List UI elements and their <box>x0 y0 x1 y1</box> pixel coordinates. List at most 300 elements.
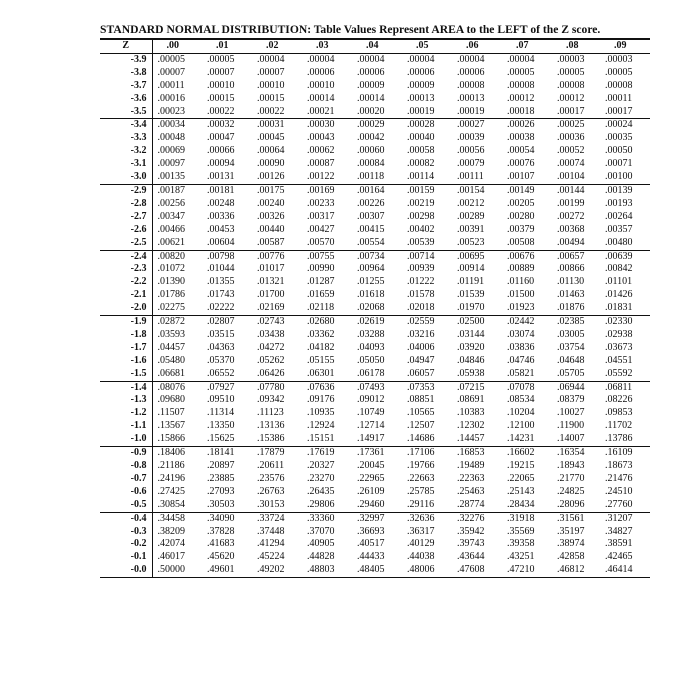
area-value-cell: .05821 <box>502 368 552 381</box>
area-value-cell: .00071 <box>605 158 633 170</box>
z-score-cell: -2.7 <box>100 211 152 224</box>
z-score-cell: -3.2 <box>100 145 152 158</box>
area-value-cell: .00004 <box>357 53 385 65</box>
area-value-cell: .27093 <box>207 485 235 497</box>
area-value-cell: .41683 <box>207 538 235 550</box>
area-value-cell: .00079 <box>457 158 485 170</box>
area-value-cell: .00657 <box>557 250 585 262</box>
area-value-cell: .00776 <box>257 250 285 262</box>
column-header: .09 <box>600 39 650 53</box>
area-value-cell: .22363 <box>457 472 485 484</box>
area-value-cell: .45620 <box>207 551 235 563</box>
z-score-cell: -3.0 <box>100 171 152 184</box>
area-value-cell: .00008 <box>507 79 535 91</box>
area-value-cell: .00012 <box>557 92 585 104</box>
z-score-cell: -3.3 <box>100 132 152 145</box>
area-value-cell: .00317 <box>307 210 335 222</box>
area-value-cell: .02222 <box>202 302 252 315</box>
area-value-cell: .46414 <box>605 564 633 576</box>
area-value-cell: .00539 <box>402 237 452 250</box>
area-value-cell: .00004 <box>307 53 335 65</box>
column-header: .00 <box>152 39 202 53</box>
area-value-cell: .21476 <box>605 472 633 484</box>
area-value-cell: .00084 <box>357 158 385 170</box>
area-value-cell: .02385 <box>557 316 585 328</box>
area-value-cell: .12507 <box>407 420 435 432</box>
area-value-cell: .25785 <box>407 485 435 497</box>
area-value-cell: .21770 <box>557 472 585 484</box>
z-score-cell: -1.1 <box>100 420 152 433</box>
area-value-cell: .00014 <box>307 92 335 104</box>
area-value-cell: .05938 <box>452 368 502 381</box>
z-score-cell: -3.6 <box>100 93 152 106</box>
area-value-cell: .31207 <box>605 512 633 524</box>
area-value-cell: .05262 <box>257 354 285 366</box>
z-score-cell: -1.6 <box>100 355 152 368</box>
area-value-cell: .35942 <box>457 525 485 537</box>
area-value-cell: .00154 <box>457 184 485 196</box>
area-value-cell: .01072 <box>157 263 185 275</box>
table-row <box>100 368 650 381</box>
area-value-cell: .36693 <box>357 525 385 537</box>
area-value-cell: .12100 <box>507 420 535 432</box>
area-value-cell: .00104 <box>552 171 600 184</box>
area-value-cell: .10204 <box>507 407 535 419</box>
area-value-cell: .01321 <box>257 276 285 288</box>
table-row <box>100 551 650 564</box>
area-value-cell: .14007 <box>552 433 600 446</box>
area-value-cell: .39358 <box>507 538 535 550</box>
area-value-cell: .49202 <box>257 564 285 576</box>
z-score-cell: -2.6 <box>100 224 152 237</box>
area-value-cell: .02872 <box>157 316 185 328</box>
area-value-cell: .05480 <box>157 354 185 366</box>
area-value-cell: .00111 <box>452 171 502 184</box>
area-value-cell: .14686 <box>402 433 452 446</box>
area-value-cell: .00028 <box>407 119 435 131</box>
table-row <box>100 237 650 250</box>
area-value-cell: .28434 <box>502 499 552 512</box>
area-value-cell: .26109 <box>357 485 385 497</box>
area-value-cell: .22663 <box>407 472 435 484</box>
area-value-cell: .11900 <box>557 420 585 432</box>
area-value-cell: .00587 <box>252 237 302 250</box>
z-score-cell: -1.0 <box>100 433 152 446</box>
table-row <box>100 447 650 460</box>
area-value-cell: .00554 <box>352 237 402 250</box>
area-value-cell: .44828 <box>307 551 335 563</box>
table-row <box>100 512 650 525</box>
z-score-cell: -3.5 <box>100 106 152 119</box>
area-value-cell: .00256 <box>157 197 185 209</box>
area-value-cell: .00264 <box>605 210 633 222</box>
area-value-cell: .00734 <box>357 250 385 262</box>
area-value-cell: .49601 <box>207 564 235 576</box>
area-value-cell: .00019 <box>452 106 502 119</box>
area-value-cell: .00011 <box>157 79 185 91</box>
z-table-document <box>100 22 650 578</box>
area-value-cell: .00032 <box>207 119 235 131</box>
z-score-cell: -0.8 <box>100 460 152 473</box>
table-row <box>100 106 650 119</box>
area-value-cell: .19215 <box>507 460 535 471</box>
z-score-cell: -0.3 <box>100 526 152 539</box>
area-value-cell: .36317 <box>407 525 435 537</box>
area-value-cell: .05592 <box>600 368 650 381</box>
area-value-cell: .01463 <box>557 289 585 301</box>
table-row <box>100 119 650 132</box>
area-value-cell: .35197 <box>557 525 585 537</box>
area-value-cell: .04006 <box>407 341 435 353</box>
z-score-cell: -1.8 <box>100 329 152 342</box>
table-row <box>100 198 650 211</box>
area-value-cell: .00175 <box>257 184 285 196</box>
area-value-cell: .00004 <box>507 53 535 65</box>
area-value-cell: .03593 <box>157 328 185 340</box>
area-value-cell: .48405 <box>357 564 385 576</box>
area-value-cell: .00015 <box>207 92 235 104</box>
area-value-cell: .00025 <box>557 119 585 131</box>
area-value-cell: .18673 <box>605 460 633 471</box>
area-value-cell: .01659 <box>307 289 335 301</box>
area-value-cell: .01743 <box>207 289 235 301</box>
area-value-cell: .08691 <box>457 394 485 406</box>
area-value-cell: .00030 <box>307 119 335 131</box>
area-value-cell: .08379 <box>557 394 585 406</box>
area-value-cell: .04093 <box>357 341 385 353</box>
area-value-cell: .09012 <box>357 394 385 406</box>
area-value-cell: .13567 <box>157 420 185 432</box>
area-value-cell: .06301 <box>302 368 352 381</box>
area-value-cell: .00060 <box>357 145 385 157</box>
area-value-cell: .18141 <box>207 447 235 459</box>
z-score-cell: -3.9 <box>100 53 152 66</box>
z-score-cell: -1.7 <box>100 342 152 355</box>
area-value-cell: .02619 <box>357 316 385 328</box>
area-value-cell: .48006 <box>407 564 435 576</box>
area-value-cell: .47210 <box>507 564 535 576</box>
area-value-cell: .42858 <box>557 551 585 563</box>
area-value-cell: .00013 <box>407 92 435 104</box>
area-value-cell: .07780 <box>257 381 285 393</box>
area-value-cell: .03074 <box>507 328 535 340</box>
z-score-cell: -0.1 <box>100 551 152 564</box>
area-value-cell: .00131 <box>202 171 252 184</box>
area-value-cell: .32276 <box>457 512 485 524</box>
area-value-cell: .01970 <box>452 302 502 315</box>
area-value-cell: .04648 <box>557 354 585 366</box>
area-value-cell: .00193 <box>605 197 633 209</box>
area-value-cell: .01355 <box>207 276 235 288</box>
area-value-cell: .00714 <box>407 250 435 262</box>
area-value-cell: .09176 <box>307 394 335 406</box>
table-row <box>100 407 650 420</box>
area-value-cell: .00006 <box>307 66 335 78</box>
area-value-cell: .02275 <box>152 302 202 315</box>
area-value-cell: .31918 <box>507 512 535 524</box>
area-value-cell: .03920 <box>457 341 485 353</box>
area-value-cell: .00347 <box>157 210 185 222</box>
area-value-cell: .39743 <box>457 538 485 550</box>
area-value-cell: .00010 <box>257 79 285 91</box>
area-value-cell: .00939 <box>407 263 435 275</box>
area-value-cell: .34090 <box>207 512 235 524</box>
area-value-cell: .00007 <box>257 66 285 78</box>
area-value-cell: .14231 <box>502 433 552 446</box>
area-value-cell: .00427 <box>307 223 335 235</box>
table-row <box>100 499 650 512</box>
area-value-cell: .00035 <box>605 132 633 144</box>
area-value-cell: .00866 <box>557 263 585 275</box>
area-value-cell: .15625 <box>202 433 252 446</box>
area-value-cell: .30503 <box>202 499 252 512</box>
area-value-cell: .38209 <box>157 525 185 537</box>
area-value-cell: .03515 <box>207 328 235 340</box>
area-value-cell: .27760 <box>600 499 650 512</box>
area-value-cell: .43251 <box>507 551 535 563</box>
area-value-cell: .08534 <box>507 394 535 406</box>
area-value-cell: .00914 <box>457 263 485 275</box>
z-score-cell: -0.2 <box>100 538 152 551</box>
area-value-cell: .03362 <box>307 328 335 340</box>
area-value-cell: .41294 <box>257 538 285 550</box>
area-value-cell: .00048 <box>157 132 185 144</box>
area-value-cell: .10565 <box>407 407 435 419</box>
area-value-cell: .23270 <box>307 472 335 484</box>
table-row <box>100 80 650 93</box>
area-value-cell: .00798 <box>207 250 235 262</box>
area-value-cell: .00272 <box>557 210 585 222</box>
area-value-cell: .01923 <box>502 302 552 315</box>
column-header: .03 <box>302 39 352 53</box>
area-value-cell: .11507 <box>157 407 185 419</box>
area-value-cell: .00022 <box>252 106 302 119</box>
area-value-cell: .00205 <box>507 197 535 209</box>
area-value-cell: .40129 <box>407 538 435 550</box>
column-header-z: Z <box>100 39 152 53</box>
area-value-cell: .00466 <box>157 223 185 235</box>
area-value-cell: .06552 <box>202 368 252 381</box>
area-value-cell: .00139 <box>605 184 633 196</box>
area-value-cell: .00043 <box>307 132 335 144</box>
area-value-cell: .01876 <box>552 302 600 315</box>
area-value-cell: .00219 <box>407 197 435 209</box>
area-value-cell: .00017 <box>552 106 600 119</box>
area-value-cell: .01831 <box>600 302 650 315</box>
area-value-cell: .00018 <box>502 106 552 119</box>
area-value-cell: .00011 <box>605 92 633 104</box>
area-value-cell: .02169 <box>252 302 302 315</box>
area-value-cell: .00100 <box>600 171 650 184</box>
table-title: STANDARD NORMAL DISTRIBUTION: Table Values Represent AREA to the LEFT of the Z score. <box>100 23 601 36</box>
area-value-cell: .19766 <box>407 460 435 471</box>
area-value-cell: .00008 <box>457 79 485 91</box>
area-value-cell: .00005 <box>207 53 235 65</box>
area-value-cell: .05155 <box>307 354 335 366</box>
area-value-cell: .00379 <box>507 223 535 235</box>
area-value-cell: .37070 <box>307 525 335 537</box>
area-value-cell: .00069 <box>157 145 185 157</box>
area-value-cell: .01191 <box>457 276 485 288</box>
area-value-cell: .02018 <box>402 302 452 315</box>
area-value-cell: .01287 <box>307 276 335 288</box>
table-row <box>100 289 650 302</box>
area-value-cell: .00014 <box>357 92 385 104</box>
area-value-cell: .02938 <box>605 328 633 340</box>
area-value-cell: .21186 <box>157 460 185 471</box>
area-value-cell: .01255 <box>357 276 385 288</box>
area-value-cell: .00289 <box>457 210 485 222</box>
area-value-cell: .34827 <box>605 525 633 537</box>
area-value-cell: .27425 <box>157 485 185 497</box>
area-value-cell: .00149 <box>507 184 535 196</box>
area-value-cell: .40905 <box>307 538 335 550</box>
area-value-cell: .04182 <box>307 341 335 353</box>
area-value-cell: .44433 <box>357 551 385 563</box>
area-value-cell: .11702 <box>605 420 633 432</box>
area-value-cell: .05050 <box>357 354 385 366</box>
area-value-cell: .00020 <box>352 106 402 119</box>
area-value-cell: .00008 <box>605 79 633 91</box>
area-value-cell: .00038 <box>507 132 535 144</box>
area-value-cell: .15151 <box>302 433 352 446</box>
table-row <box>100 486 650 499</box>
area-value-cell: .03144 <box>457 328 485 340</box>
area-value-cell: .04551 <box>605 354 633 366</box>
area-value-cell: .16853 <box>457 447 485 459</box>
z-score-cell: -0.9 <box>100 447 152 460</box>
area-value-cell: .03673 <box>605 341 633 353</box>
z-score-cell: -3.4 <box>100 119 152 132</box>
table-row <box>100 342 650 355</box>
area-value-cell: .17619 <box>307 447 335 459</box>
area-value-cell: .00009 <box>407 79 435 91</box>
column-header: .04 <box>352 39 402 53</box>
area-value-cell: .30854 <box>152 499 202 512</box>
area-value-cell: .00004 <box>257 53 285 65</box>
area-value-cell: .00090 <box>257 158 285 170</box>
area-value-cell: .00820 <box>157 250 185 262</box>
area-value-cell: .07493 <box>357 381 385 393</box>
area-value-cell: .00107 <box>502 171 552 184</box>
area-value-cell: .00074 <box>557 158 585 170</box>
area-value-cell: .24196 <box>157 472 185 484</box>
area-value-cell: .11314 <box>207 407 235 419</box>
area-value-cell: .00226 <box>357 197 385 209</box>
area-value-cell: .13350 <box>207 420 235 432</box>
table-row <box>100 473 650 486</box>
area-value-cell: .29116 <box>402 499 452 512</box>
table-row <box>100 316 650 329</box>
z-score-cell: -2.8 <box>100 198 152 211</box>
area-value-cell: .02743 <box>257 316 285 328</box>
area-value-cell: .33360 <box>307 512 335 524</box>
area-value-cell: .17361 <box>357 447 385 459</box>
table-row <box>100 564 650 577</box>
table-row <box>100 53 650 66</box>
area-value-cell: .00889 <box>507 263 535 275</box>
area-value-cell: .00164 <box>357 184 385 196</box>
area-value-cell: .26763 <box>257 485 285 497</box>
z-score-cell: -1.5 <box>100 368 152 381</box>
area-value-cell: .03438 <box>257 328 285 340</box>
z-score-cell: -2.2 <box>100 276 152 289</box>
area-value-cell: .15866 <box>152 433 202 446</box>
area-value-cell: .00027 <box>457 119 485 131</box>
area-value-cell: .16109 <box>605 447 633 459</box>
area-value-cell: .00135 <box>152 171 202 184</box>
area-value-cell: .00005 <box>557 66 585 78</box>
z-score-cell: -2.1 <box>100 289 152 302</box>
area-value-cell: .00010 <box>307 79 335 91</box>
area-value-cell: .04363 <box>207 341 235 353</box>
area-value-cell: .07636 <box>307 381 335 393</box>
area-value-cell: .00012 <box>507 92 535 104</box>
area-value-cell: .12302 <box>457 420 485 432</box>
z-score-cell: -2.3 <box>100 263 152 276</box>
area-value-cell: .00326 <box>257 210 285 222</box>
area-value-cell: .00639 <box>605 250 633 262</box>
z-score-cell: -2.4 <box>100 250 152 263</box>
area-value-cell: .03754 <box>557 341 585 353</box>
area-value-cell: .00114 <box>402 171 452 184</box>
area-value-cell: .00015 <box>257 92 285 104</box>
area-value-cell: .00017 <box>600 106 650 119</box>
area-value-cell: .00004 <box>407 53 435 65</box>
table-row <box>100 145 650 158</box>
table-row <box>100 276 650 289</box>
z-score-cell: -1.9 <box>100 316 152 329</box>
area-value-cell: .01700 <box>257 289 285 301</box>
table-body <box>100 53 650 577</box>
area-value-cell: .10027 <box>557 407 585 419</box>
area-value-cell: .03216 <box>407 328 435 340</box>
area-value-cell: .37448 <box>257 525 285 537</box>
area-value-cell: .50000 <box>157 564 185 576</box>
table-row <box>100 93 650 106</box>
area-value-cell: .00019 <box>402 106 452 119</box>
area-value-cell: .30153 <box>252 499 302 512</box>
area-value-cell: .00357 <box>605 223 633 235</box>
area-value-cell: .00990 <box>307 263 335 275</box>
z-score-cell: -2.9 <box>100 184 152 197</box>
area-value-cell: .06178 <box>352 368 402 381</box>
area-value-cell: .00126 <box>252 171 302 184</box>
area-value-cell: .00026 <box>507 119 535 131</box>
area-value-cell: .24825 <box>557 485 585 497</box>
area-value-cell: .00034 <box>157 119 185 131</box>
area-value-cell: .16602 <box>507 447 535 459</box>
z-score-table <box>100 38 650 578</box>
area-value-cell: .00042 <box>357 132 385 144</box>
table-row <box>100 67 650 80</box>
area-value-cell: .02807 <box>207 316 235 328</box>
area-value-cell: .00307 <box>357 210 385 222</box>
area-value-cell: .09510 <box>207 394 235 406</box>
area-value-cell: .17879 <box>257 447 285 459</box>
area-value-cell: .00159 <box>407 184 435 196</box>
table-row <box>100 250 650 263</box>
area-value-cell: .00050 <box>605 145 633 157</box>
area-value-cell: .00087 <box>307 158 335 170</box>
area-value-cell: .46812 <box>557 564 585 576</box>
area-value-cell: .06944 <box>557 381 585 393</box>
table-row <box>100 302 650 315</box>
area-value-cell: .00621 <box>152 237 202 250</box>
column-header: .06 <box>452 39 502 53</box>
area-value-cell: .15386 <box>252 433 302 446</box>
area-value-cell: .43644 <box>457 551 485 563</box>
